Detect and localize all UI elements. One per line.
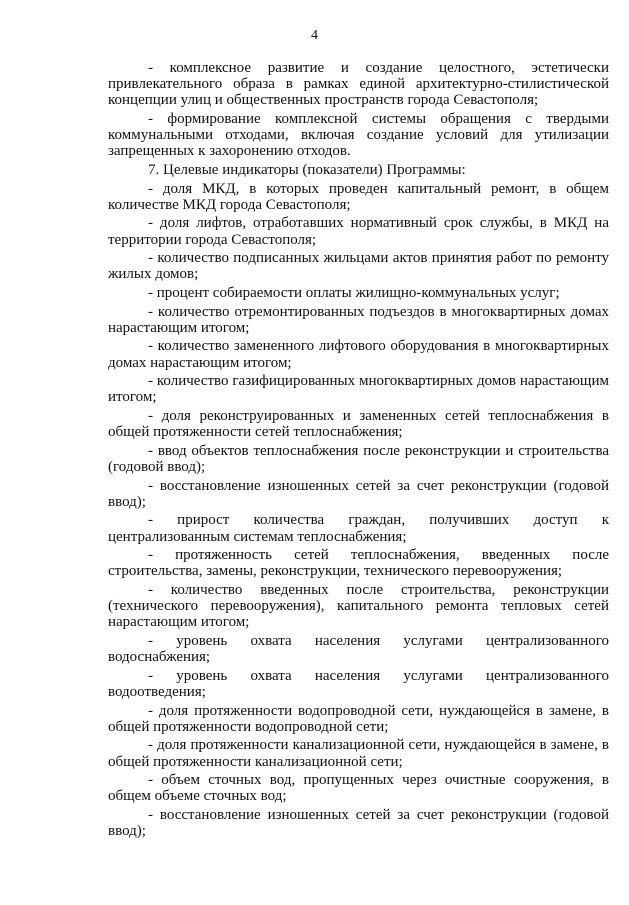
list-item: - количество введенных после строительства, реконструкции (технического перевооружения), капитального ремонта тепловых сетей нарастающим итогом; — [108, 581, 609, 631]
list-item: - ввод объектов теплоснабжения после реконструкции и строительства (годовой ввод); — [108, 442, 609, 475]
list-item: - уровень охвата населения услугами централизованного водоотведения; — [108, 667, 609, 700]
list-item: - количество газифицированных многоквартирных домов нарастающим итогом; — [108, 373, 609, 406]
paragraph: - формирование комплексной системы обращения с твердыми коммунальными отходами, включая создание условий для утилизации запрещенных к захоронению отходов. — [108, 111, 609, 160]
list-item: - процент собираемости оплаты жилищно-коммунальных услуг; — [148, 284, 560, 301]
list-item: - доля протяженности водопроводной сети, нуждающейся в замене, в общей протяженности водопроводной сети; — [108, 702, 609, 735]
list-item: - прирост количества граждан, получивших доступ к централизованным системам теплоснабжения; — [108, 512, 609, 545]
list-item: - объем сточных вод, пропущенных через очистные сооружения, в общем объеме сточных вод; — [108, 772, 609, 805]
section-heading: 7. Целевые индикаторы (показатели) Программы: — [148, 162, 466, 178]
list-item: - количество подписанных жильцами актов принятия работ по ремонту жилых домов; — [108, 250, 609, 283]
document-body — [108, 60, 609, 839]
list-item: - протяженность сетей теплоснабжения, введенных после строительства, замены, реконструкции, технического перевооружения; — [108, 547, 609, 580]
page-number: 4 — [311, 28, 318, 43]
list-item: - доля МКД, в которых проведен капитальный ремонт, в общем количестве МКД города Севастополя; — [108, 180, 609, 213]
list-item: - уровень охвата населения услугами централизованного водоснабжения; — [108, 632, 609, 666]
list-item: - восстановление изношенных сетей за счет реконструкции (годовой ввод); — [108, 477, 609, 510]
list-item: - количество отремонтированных подъездов в многоквартирных домах нарастающим итогом; — [108, 303, 609, 336]
list-item: - восстановление изношенных сетей за счет реконструкции (годовой ввод); — [108, 806, 609, 840]
list-item: - доля лифтов, отработавших нормативный срок службы, в МКД на территории города Севастополя; — [108, 215, 609, 248]
paragraph: - комплексное развитие и создание целостного, эстетически привлекательного образа в рамках единой архитектурно-стилистической концепции улиц и общественных пространств города Севастополя; — [108, 60, 609, 109]
list-item: - количество замененного лифтового оборудования в многоквартирных домах нарастающим итогом; — [108, 338, 609, 371]
list-item: - доля протяженности канализационной сети, нуждающейся в замене, в общей протяженности канализационной сети; — [108, 737, 609, 770]
list-item: - доля реконструированных и замененных сетей теплоснабжения в общей протяженности сетей теплоснабжения; — [108, 407, 609, 441]
